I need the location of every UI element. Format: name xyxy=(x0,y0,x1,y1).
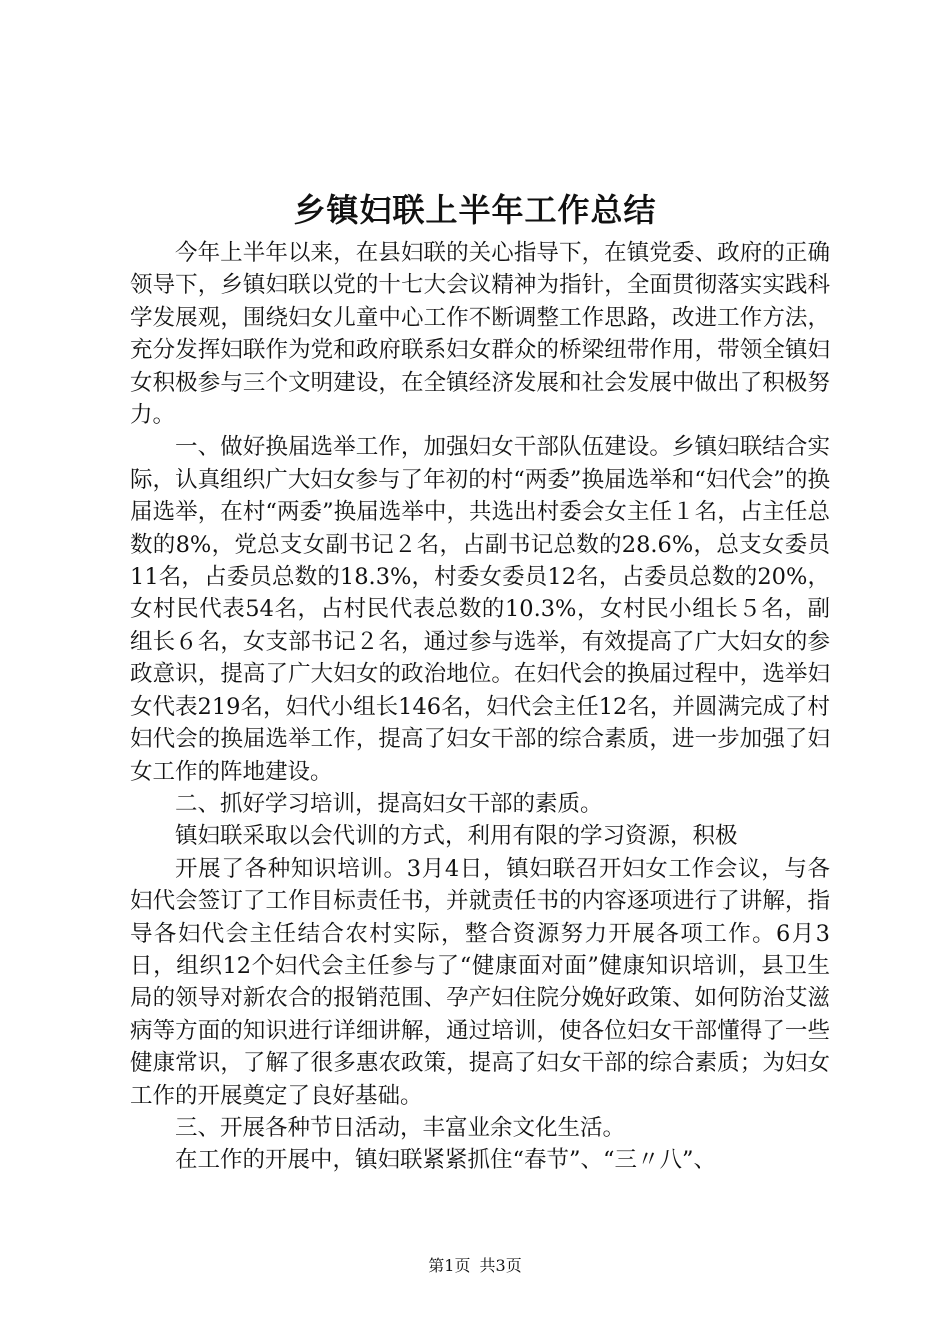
paragraph-section-3-heading: 三、开展各种节日活动，丰富业余文化生活。 xyxy=(175,1114,626,1141)
page-footer xyxy=(0,1254,950,1278)
document-title: 乡镇妇联上半年工作总结 xyxy=(293,191,657,229)
document-body xyxy=(130,237,830,1177)
page-total: 共3页 xyxy=(479,1256,522,1275)
paragraph-section-3-body: 在工作的开展中，镇妇联紧紧抓住“春节”、“三〃八”、 xyxy=(175,1147,717,1174)
paragraph-intro: 今年上半年以来，在县妇联的关心指导下，在镇党委、政府的正确领导下，乡镇妇联以党的十七大会议精神为指针，全面贯彻落实实践科学发展观，围绕妇女儿童中心工作不断调整工作思路，改进工作方法，充分发挥妇联作为党和政府联系妇女群众的桥梁纽带作用，带领全镇妇女积极参与三个文明建设，在全镇经济发展和社会发展中做出了积极努力。 xyxy=(130,240,830,429)
paragraph-section-1: 一、做好换届选举工作，加强妇女干部队伍建设。乡镇妇联结合实际，认真组织广大妇女参与了年初的村“两委”换届选举和“妇代会”的换届选举，在村“两委”换届选举中，共选出村委会女主任１名，占主任总数的8%，党总支女副书记２名，占副书记总数的28.6%，总支女委员11名，占委员总数的18.3%，村委女委员12名，占委员总数的20%，女村民代表54名，占村民代表总数的10.3%，女村民小组长５名，副组长６名，女支部书记２名，通过参与选举，有效提高了广大妇女的参政意识，提高了广大妇女的政治地位。在妇代会的换届过程中，选举妇女代表219名，妇代小组长146名，妇代会主任12名，并圆满完成了村妇代会的换届选举工作，提高了妇女干部的综合素质，进一步加强了妇女工作的阵地建设。 xyxy=(130,434,830,785)
paragraph-section-2-body: 开展了各种知识培训。3月4日，镇妇联召开妇女工作会议，与各妇代会签订了工作目标责任书，并就责任书的内容逐项进行了讲解，指导各妇代会主任结合农村实际，整合资源努力开展各项工作。6月3日，组织12个妇代会主任参与了“健康面对面”健康知识培训，县卫生局的领导对新农合的报销范围、孕产妇住院分娩好政策、如何防治艾滋病等方面的知识进行详细讲解，通过培训，使各位妇女干部懂得了一些健康常识，了解了很多惠农政策，提高了妇女干部的综合素质；为妇女工作的开展奠定了良好基础。 xyxy=(130,855,830,1109)
page-number: 第1页 xyxy=(428,1256,471,1275)
paragraph-section-2-heading: 二、抓好学习培训，提高妇女干部的素质。 xyxy=(175,790,603,817)
paragraph-section-2-line: 镇妇联采取以会代训的方式，利用有限的学习资源，积极 xyxy=(175,823,738,850)
